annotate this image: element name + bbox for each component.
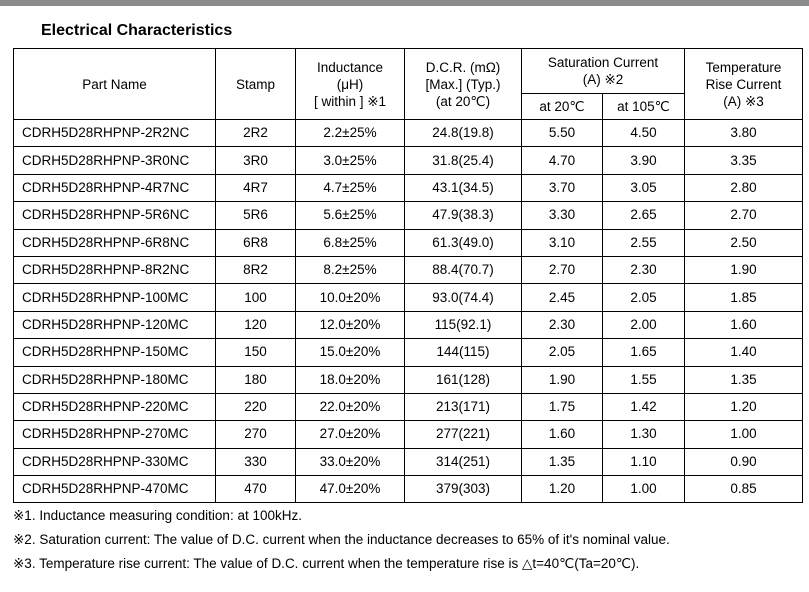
footnote-2: ※2. Saturation current: The value of D.C. current when the inductance decreases to 65% of it's nominal value. [13,532,670,547]
cell-temp-rise: 2.80 [685,174,803,201]
cell-stamp: 2R2 [216,120,296,147]
cell-sat-20: 2.45 [522,284,603,311]
cell-temp-rise: 1.90 [685,256,803,283]
cell-temp-rise: 1.85 [685,284,803,311]
cell-temp-rise: 2.70 [685,202,803,229]
cell-part-name: CDRH5D28RHPNP-180MC [14,366,216,393]
header-dcr [405,49,522,120]
cell-dcr: 314(251) [405,448,522,475]
cell-stamp: 270 [216,421,296,448]
cell-dcr: 277(221) [405,421,522,448]
cell-dcr: 61.3(49.0) [405,229,522,256]
cell-inductance: 33.0±20% [296,448,405,475]
cell-stamp: 8R2 [216,256,296,283]
cell-part-name: CDRH5D28RHPNP-150MC [14,339,216,366]
cell-part-name: CDRH5D28RHPNP-8R2NC [14,256,216,283]
cell-stamp: 220 [216,393,296,420]
cell-stamp: 120 [216,311,296,338]
table-row [14,229,803,256]
top-rule [0,0,809,6]
cell-stamp: 4R7 [216,174,296,201]
page-title: Electrical Characteristics [41,22,233,39]
header-dcr-line: [Max.] (Typ.) [425,76,501,92]
cell-sat-105: 1.10 [603,448,685,475]
table-row [14,174,803,201]
table-row [14,421,803,448]
cell-dcr: 161(128) [405,366,522,393]
header-sat-at-105: at 105℃ [603,94,685,120]
cell-sat-105: 2.05 [603,284,685,311]
cell-sat-20: 2.05 [522,339,603,366]
cell-stamp: 470 [216,476,296,503]
cell-inductance: 10.0±20% [296,284,405,311]
cell-sat-105: 4.50 [603,120,685,147]
electrical-characteristics-table [13,48,803,503]
cell-sat-20: 1.20 [522,476,603,503]
table-row [14,147,803,174]
cell-inductance: 3.0±25% [296,147,405,174]
cell-inductance: 12.0±20% [296,311,405,338]
cell-sat-20: 1.35 [522,448,603,475]
cell-temp-rise: 1.60 [685,311,803,338]
table-row [14,284,803,311]
table-row [14,120,803,147]
cell-sat-105: 2.55 [603,229,685,256]
table-row [14,339,803,366]
cell-sat-20: 2.30 [522,311,603,338]
cell-part-name: CDRH5D28RHPNP-5R6NC [14,202,216,229]
cell-part-name: CDRH5D28RHPNP-6R8NC [14,229,216,256]
cell-dcr: 47.9(38.3) [405,202,522,229]
cell-temp-rise: 1.00 [685,421,803,448]
cell-temp-rise: 1.20 [685,393,803,420]
cell-sat-20: 3.30 [522,202,603,229]
header-part-name: Part Name [14,49,216,120]
table-row [14,311,803,338]
cell-sat-105: 1.30 [603,421,685,448]
cell-inductance: 47.0±20% [296,476,405,503]
header-saturation-current [522,49,685,94]
cell-sat-20: 5.50 [522,120,603,147]
cell-sat-20: 3.10 [522,229,603,256]
cell-sat-105: 1.55 [603,366,685,393]
table-body [14,120,803,503]
cell-dcr: 31.8(25.4) [405,147,522,174]
cell-sat-20: 3.70 [522,174,603,201]
header-dcr-line: (at 20℃) [435,93,491,109]
table-row [14,448,803,475]
cell-inductance: 18.0±20% [296,366,405,393]
cell-sat-20: 1.90 [522,366,603,393]
table-row [14,256,803,283]
cell-sat-105: 1.65 [603,339,685,366]
cell-part-name: CDRH5D28RHPNP-2R2NC [14,120,216,147]
table-row [14,393,803,420]
cell-sat-105: 1.42 [603,393,685,420]
table-row [14,366,803,393]
cell-temp-rise: 0.90 [685,448,803,475]
cell-sat-20: 1.75 [522,393,603,420]
cell-inductance: 15.0±20% [296,339,405,366]
cell-inductance: 22.0±20% [296,393,405,420]
cell-inductance: 8.2±25% [296,256,405,283]
header-stamp: Stamp [216,49,296,120]
cell-stamp: 100 [216,284,296,311]
cell-dcr: 43.1(34.5) [405,174,522,201]
cell-inductance: 27.0±20% [296,421,405,448]
cell-inductance: 6.8±25% [296,229,405,256]
header-saturation-line: (A) ※2 [582,72,624,87]
header-inductance-line: [ within ] ※1 [313,93,387,109]
cell-dcr: 144(115) [405,339,522,366]
cell-sat-105: 2.65 [603,202,685,229]
table-row [14,202,803,229]
header-dcr-line: D.C.R. (mΩ) [425,59,501,75]
header-sat-at-20: at 20℃ [522,94,603,120]
cell-temp-rise: 2.50 [685,229,803,256]
cell-sat-20: 4.70 [522,147,603,174]
cell-inductance: 2.2±25% [296,120,405,147]
cell-part-name: CDRH5D28RHPNP-470MC [14,476,216,503]
cell-temp-rise: 3.80 [685,120,803,147]
cell-part-name: CDRH5D28RHPNP-3R0NC [14,147,216,174]
cell-sat-105: 1.00 [603,476,685,503]
header-temp-line: Rise Current [705,76,782,92]
cell-part-name: CDRH5D28RHPNP-4R7NC [14,174,216,201]
cell-temp-rise: 1.40 [685,339,803,366]
cell-stamp: 150 [216,339,296,366]
table-row [14,476,803,503]
cell-sat-105: 2.30 [603,256,685,283]
cell-temp-rise: 3.35 [685,147,803,174]
header-inductance [296,49,405,120]
footnote-1: ※1. Inductance measuring condition: at 100kHz. [13,508,302,523]
header-inductance-line: Inductance [316,59,384,75]
cell-dcr: 24.8(19.8) [405,120,522,147]
cell-part-name: CDRH5D28RHPNP-120MC [14,311,216,338]
footnote-3: ※3. Temperature rise current: The value of D.C. current when the temperature rise is △t=40℃(Ta=20℃). [13,556,640,571]
header-temp-line: Temperature [705,59,782,75]
cell-dcr: 88.4(70.7) [405,256,522,283]
cell-dcr: 93.0(74.4) [405,284,522,311]
cell-part-name: CDRH5D28RHPNP-220MC [14,393,216,420]
cell-temp-rise: 1.35 [685,366,803,393]
cell-stamp: 3R0 [216,147,296,174]
cell-sat-20: 2.70 [522,256,603,283]
header-temperature-rise-current [685,49,803,120]
header-saturation-line: Saturation Current [547,55,659,70]
cell-stamp: 330 [216,448,296,475]
header-inductance-line: (μH) [336,76,364,92]
cell-stamp: 6R8 [216,229,296,256]
cell-part-name: CDRH5D28RHPNP-330MC [14,448,216,475]
cell-dcr: 379(303) [405,476,522,503]
cell-sat-105: 3.90 [603,147,685,174]
cell-sat-105: 3.05 [603,174,685,201]
cell-inductance: 4.7±25% [296,174,405,201]
cell-sat-20: 1.60 [522,421,603,448]
cell-stamp: 180 [216,366,296,393]
cell-sat-105: 2.00 [603,311,685,338]
cell-part-name: CDRH5D28RHPNP-100MC [14,284,216,311]
cell-temp-rise: 0.85 [685,476,803,503]
cell-part-name: CDRH5D28RHPNP-270MC [14,421,216,448]
cell-dcr: 115(92.1) [405,311,522,338]
cell-dcr: 213(171) [405,393,522,420]
cell-stamp: 5R6 [216,202,296,229]
cell-inductance: 5.6±25% [296,202,405,229]
header-temp-line: (A) ※3 [723,93,764,109]
